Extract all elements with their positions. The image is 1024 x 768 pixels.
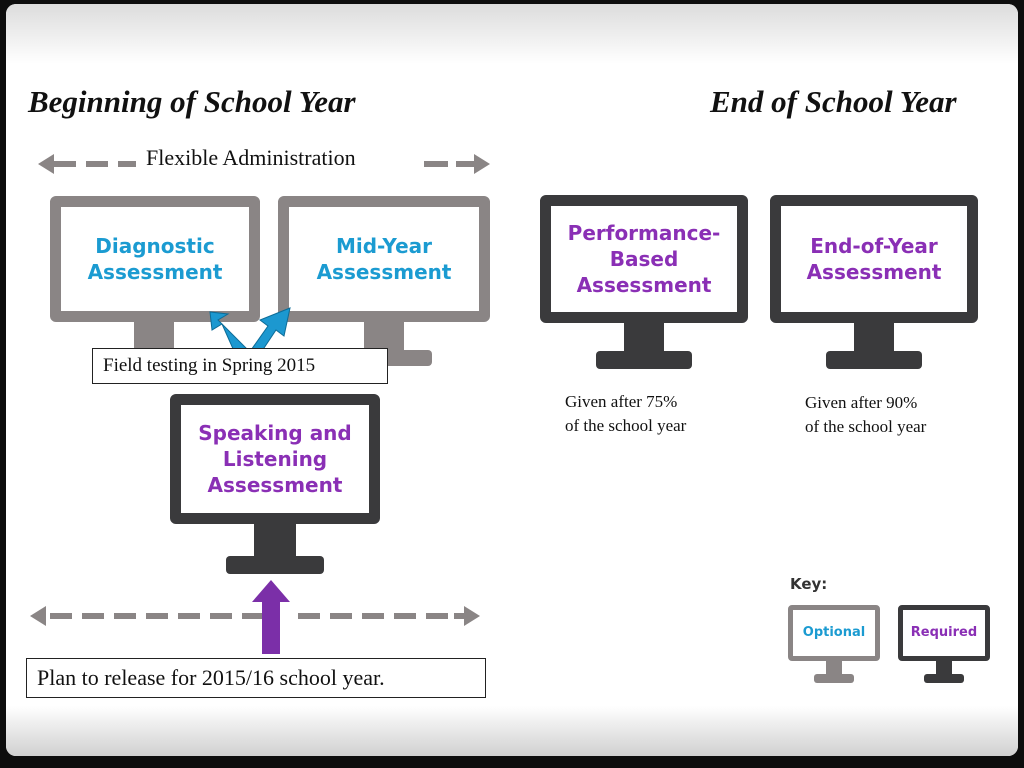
endofyear-line-2: Assessment xyxy=(806,260,942,284)
performance-note-line-2: of the school year xyxy=(565,416,687,435)
endofyear-line-1: End-of-Year xyxy=(810,234,938,258)
flexible-administration-label: Flexible Administration xyxy=(146,145,356,170)
key-optional-label: Optional xyxy=(788,605,880,661)
slide-top-gradient xyxy=(6,4,1018,64)
key-optional-monitor xyxy=(788,605,880,685)
end-of-year-assessment-monitor xyxy=(770,195,978,375)
release-plan-label: Plan to release for 2015/16 school year. xyxy=(26,658,486,698)
diagnostic-line-1: Diagnostic xyxy=(95,234,215,258)
endofyear-note xyxy=(805,391,926,439)
speaking-line-2: Listening xyxy=(222,447,328,471)
field-testing-label: Field testing in Spring 2015 xyxy=(92,348,388,384)
end-heading: End of School Year xyxy=(710,84,957,119)
performance-based-assessment-monitor xyxy=(540,195,748,375)
speaking-line-3: Assessment xyxy=(207,473,343,497)
performance-note xyxy=(565,390,686,438)
performance-note-line-1: Given after 75% xyxy=(565,392,678,411)
midyear-line-1: Mid-Year xyxy=(335,234,432,258)
diagnostic-line-2: Assessment xyxy=(87,260,223,284)
midyear-line-2: Assessment xyxy=(316,260,452,284)
key-title: Key: xyxy=(790,575,828,593)
performance-line-1: Performance- xyxy=(567,221,721,245)
performance-line-2: Based xyxy=(609,247,679,271)
purple-arrow-icon xyxy=(250,578,292,656)
endofyear-note-line-1: Given after 90% xyxy=(805,393,918,412)
speaking-line-1: Speaking and xyxy=(198,421,352,445)
performance-line-3: Assessment xyxy=(576,273,712,297)
key-required-monitor xyxy=(898,605,990,685)
beginning-heading: Beginning of School Year xyxy=(28,84,356,119)
slide-bottom-gradient xyxy=(6,706,1018,756)
speaking-listening-assessment-monitor xyxy=(170,394,380,578)
endofyear-note-line-2: of the school year xyxy=(805,417,927,436)
key-required-label: Required xyxy=(898,605,990,661)
